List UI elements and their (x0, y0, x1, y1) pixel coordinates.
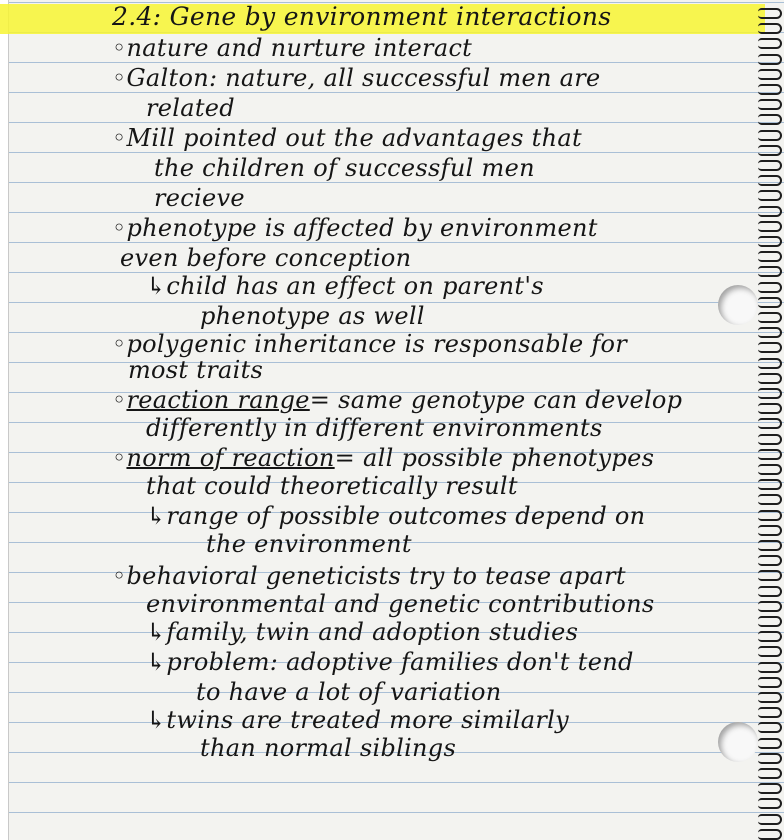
spiral-ring (758, 738, 782, 749)
note-line: differently in different environments (146, 414, 603, 442)
note-line: to have a lot of variation (196, 678, 502, 706)
note-line: phenotype as well (200, 302, 425, 330)
term-norm-of-reaction: norm of reaction (126, 444, 335, 472)
spiral-ring (758, 114, 782, 125)
spiral-ring (758, 586, 782, 597)
spiral-ring (758, 631, 782, 642)
spiral-ring (758, 601, 782, 612)
note-line: ↳twins are treated more similarly (146, 706, 569, 734)
note-line: the children of successful men (154, 154, 535, 182)
spiral-ring (758, 99, 782, 110)
spiral-ring (758, 251, 782, 262)
spiral-ring (758, 570, 782, 581)
spiral-ring (758, 38, 782, 49)
spiral-ring (758, 282, 782, 293)
note-line: recieve (154, 184, 245, 212)
definition: = same genotype can develop (309, 386, 683, 414)
spiral-ring (758, 677, 782, 688)
note-line: most traits (128, 356, 264, 384)
note-line: ◦polygenic inheritance is responsable for (112, 330, 628, 358)
term-reaction-range: reaction range (126, 386, 310, 414)
spiral-ring (758, 798, 782, 809)
spiral-ring (758, 342, 782, 353)
bullet: ◦ (112, 444, 127, 472)
spiral-ring (758, 206, 782, 217)
spiral-ring (758, 160, 782, 171)
spiral-ring (758, 373, 782, 384)
spiral-ring (758, 23, 782, 34)
note-line: that could theoretically result (146, 472, 518, 500)
spiral-ring (758, 403, 782, 414)
spiral-ring (758, 130, 782, 141)
spiral-ring (758, 768, 782, 779)
spiral-ring (758, 707, 782, 718)
spiral-ring (758, 54, 782, 65)
spiral-ring (758, 221, 782, 232)
spiral-ring (758, 525, 782, 536)
note-line: ↳range of possible outcomes depend on (146, 502, 646, 530)
page-title: 2.4: Gene by environment interactions (112, 2, 612, 31)
spiral-ring (758, 753, 782, 764)
spiral-ring (758, 814, 782, 825)
note-line: even before conception (120, 244, 412, 272)
note-line (112, 444, 654, 472)
definition: = all possible phenotypes (334, 444, 655, 472)
spiral-ring (758, 297, 782, 308)
spiral-ring (758, 646, 782, 657)
spiral-ring (758, 722, 782, 733)
note-line: ◦Galton: nature, all successful men are (112, 64, 601, 92)
spiral-ring (758, 84, 782, 95)
spiral-ring (758, 692, 782, 703)
spiral-ring (758, 540, 782, 551)
note-line: than normal siblings (200, 734, 457, 762)
spiral-ring (758, 236, 782, 247)
note-line: ↳child has an effect on parent's (146, 272, 544, 300)
spiral-ring (758, 388, 782, 399)
note-line: ◦behavioral geneticists try to tease apart (112, 562, 626, 590)
spiral-ring (758, 494, 782, 505)
spiral-ring (758, 464, 782, 475)
spiral-ring (758, 510, 782, 521)
spiral-ring (758, 8, 782, 19)
note-line: ↳problem: adoptive families don't tend (146, 648, 634, 676)
spiral-ring (758, 555, 782, 566)
spiral-ring (758, 175, 782, 186)
note-line: the environment (206, 530, 412, 558)
spiral-ring (758, 479, 782, 490)
note-line: ◦nature and nurture interact (112, 34, 473, 62)
spiral-ring (758, 69, 782, 80)
spiral-ring (758, 449, 782, 460)
spiral-ring (758, 418, 782, 429)
note-line (112, 386, 682, 414)
spiral-ring (758, 312, 782, 323)
spiral-ring (758, 662, 782, 673)
note-line: related (146, 94, 235, 122)
spiral-ring (758, 783, 782, 794)
spiral-ring (758, 266, 782, 277)
spiral-ring (758, 616, 782, 627)
spiral-ring (758, 327, 782, 338)
spiral-ring (758, 145, 782, 156)
spiral-ring (758, 434, 782, 445)
spiral-ring (758, 190, 782, 201)
spiral-ring (758, 358, 782, 369)
note-line: ◦phenotype is affected by environment (112, 214, 598, 242)
note-line: ◦Mill pointed out the advantages that (112, 124, 582, 152)
bullet: ◦ (112, 386, 127, 414)
spiral-ring (758, 829, 782, 840)
note-line: environmental and genetic contributions (146, 590, 655, 618)
note-line: ↳family, twin and adoption studies (146, 618, 579, 646)
